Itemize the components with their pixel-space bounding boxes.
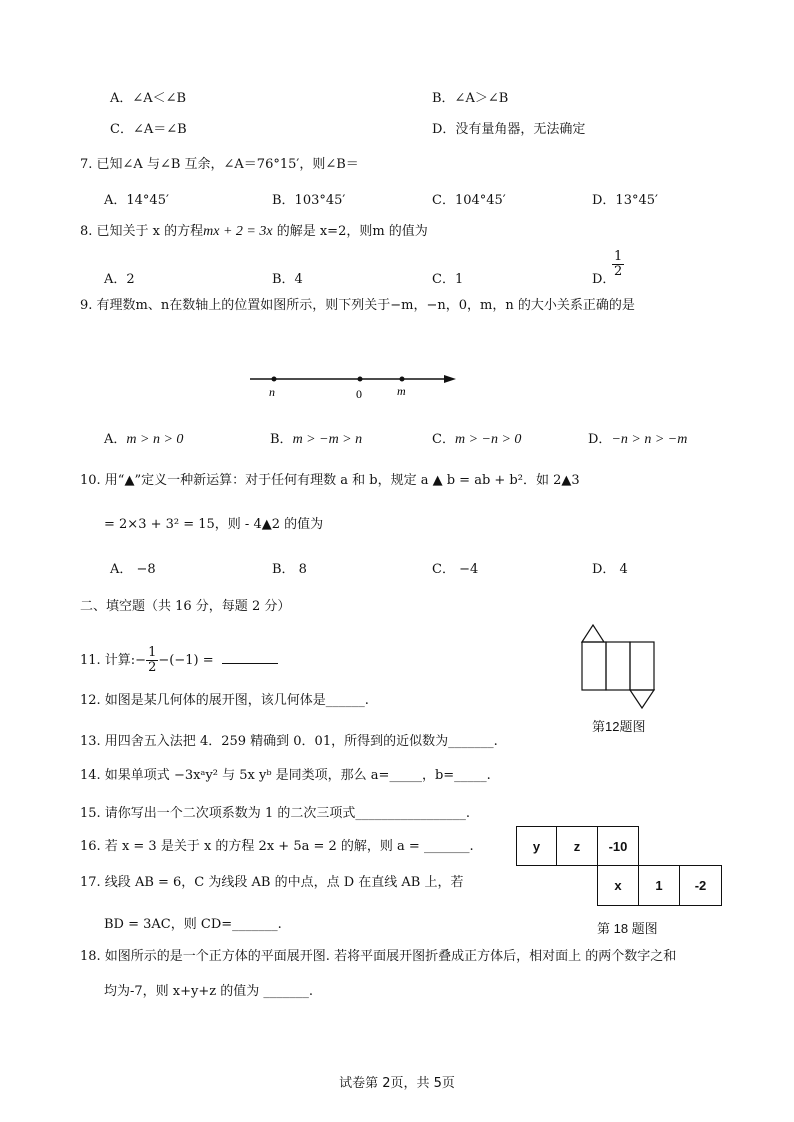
q11-pre: 11. 计算:− (80, 653, 147, 668)
q9-option-c (432, 431, 521, 449)
number-line-arrow-icon (444, 375, 456, 383)
q9-option-a (104, 431, 183, 449)
q7-stem: 7. 已知∠A 与∠B 互余，∠A＝76°15′，则∠B＝ (80, 157, 359, 172)
page-footer: 试卷第 2页，共 5页 (339, 1076, 455, 1091)
q12-caption: 第12题图 (592, 719, 646, 734)
q11-denominator: 2 (148, 660, 157, 675)
q6-option-c: C．∠A＝∠B (110, 122, 187, 137)
q9-option-b (270, 431, 362, 449)
q9-number-line (240, 366, 470, 406)
q9-c-expr: m > −n > 0 (454, 432, 522, 447)
grid-cell-1: 1 (638, 865, 680, 906)
q8-option-c: C．1 (432, 272, 464, 287)
q6-option-a: A．∠A＜∠B (110, 91, 187, 106)
q10-line2: = 2×3 + 3² = 15，则 - 4▲2 的值为 (104, 517, 324, 532)
q6-option-b: B．∠A＞∠B (432, 91, 509, 106)
q18-caption: 第 18 题图 (597, 921, 658, 936)
q10-option-d: D． 4 (592, 562, 628, 577)
label-zero: 0 (356, 387, 362, 401)
q11-answer-blank (222, 651, 278, 664)
q12-stem: 12. 如图是某几何体的展开图，该几何体是______. (80, 693, 369, 708)
point-n (272, 377, 277, 382)
q9-d-expr: −n > n > −m (611, 432, 688, 447)
grid-cell-y: y (516, 826, 557, 866)
q17-line2: BD = 3AC，则 CD=_______. (104, 917, 282, 932)
q9-stem: 9. 有理数m、n在数轴上的位置如图所示，则下列关于−m，−n，0，m，n 的大小关系正确的是 (80, 298, 635, 313)
point-m (400, 377, 405, 382)
q9-c-label: C． (432, 432, 455, 447)
q7-option-a: A．14°45′ (104, 193, 169, 208)
q13-stem: 13. 用四舍五入法把 4．259 精确到 0．01，所得到的近似数为_______. (80, 734, 498, 749)
q16-stem: 16. 若 x = 3 是关于 x 的方程 2x + 5a = 2 的解，则 a = _______. (80, 839, 474, 854)
q11-numerator: 1 (148, 645, 157, 660)
q9-a-label: A． (104, 432, 127, 447)
q18-line2: 均为-7，则 x+y+z 的值为 _______. (104, 984, 314, 999)
q8-option-b: B．4 (272, 272, 303, 287)
q17-line1: 17. 线段 AB = 6，C 为线段 AB 的中点，点 D 在直线 AB 上，若 (80, 875, 464, 890)
q18-line1: 18. 如图所示的是一个正方体的平面展开图. 若将平面展开图折叠成正方体后，相对面上 的两个数字之和 (80, 949, 677, 964)
q9-d-label: D． (588, 432, 612, 447)
q8-option-d-fraction (612, 250, 624, 279)
label-m: m (397, 384, 406, 398)
grid-cell-z: z (556, 826, 598, 866)
q9-option-d (588, 431, 687, 449)
q8-d-denominator: 2 (614, 264, 623, 279)
q7-option-c: C．104°45′ (432, 193, 506, 208)
q12-figure (578, 622, 658, 712)
q9-b-label: B． (270, 432, 293, 447)
q8-option-d-label: D． (592, 272, 616, 287)
q8-d-numerator: 1 (614, 249, 623, 264)
q15-stem: 15. 请你写出一个二次项系数为 1 的二次三项式_________________. (80, 806, 470, 821)
q10-stem: 10. 用“▲”定义一种新运算：对于任何有理数 a 和 b，规定 a ▲ b = ab + b²．如 2▲3 (80, 473, 580, 488)
q14-stem: 14. 如果单项式 −3xᵃy² 与 5x yᵇ 是同类项，那么 a=_____，b=_____. (80, 768, 491, 783)
q7-option-d: D．13°45′ (592, 193, 658, 208)
q8-equation: mx + 2 = 3x (203, 224, 273, 239)
q9-a-expr: m > n > 0 (126, 432, 184, 447)
q11-post: −(−1) = (158, 653, 214, 668)
q6-option-d: D．没有量角器，无法确定 (432, 122, 586, 137)
label-n: n (269, 385, 275, 399)
q10-option-c: C． −4 (432, 562, 479, 577)
q8-stem-post: 的解是 x=2，则m 的值为 (272, 224, 428, 239)
point-zero (358, 377, 363, 382)
q8-option-a: A．2 (104, 272, 135, 287)
section-2-heading: 二、填空题（共 16 分，每题 2 分） (80, 599, 291, 614)
q9-b-expr: m > −m > n (292, 432, 363, 447)
q8-stem (80, 223, 428, 241)
q8-stem-pre: 8. 已知关于 x 的方程 (80, 224, 204, 239)
q11-fraction (146, 646, 158, 675)
grid-cell-minus2: -2 (679, 865, 722, 906)
grid-cell-x: x (597, 865, 639, 906)
q10-option-a: A． −8 (110, 562, 156, 577)
q10-option-b: B． 8 (272, 562, 307, 577)
q11 (80, 646, 278, 675)
q7-option-b: B．103°45′ (272, 193, 346, 208)
grid-cell-minus10: -10 (597, 826, 639, 866)
